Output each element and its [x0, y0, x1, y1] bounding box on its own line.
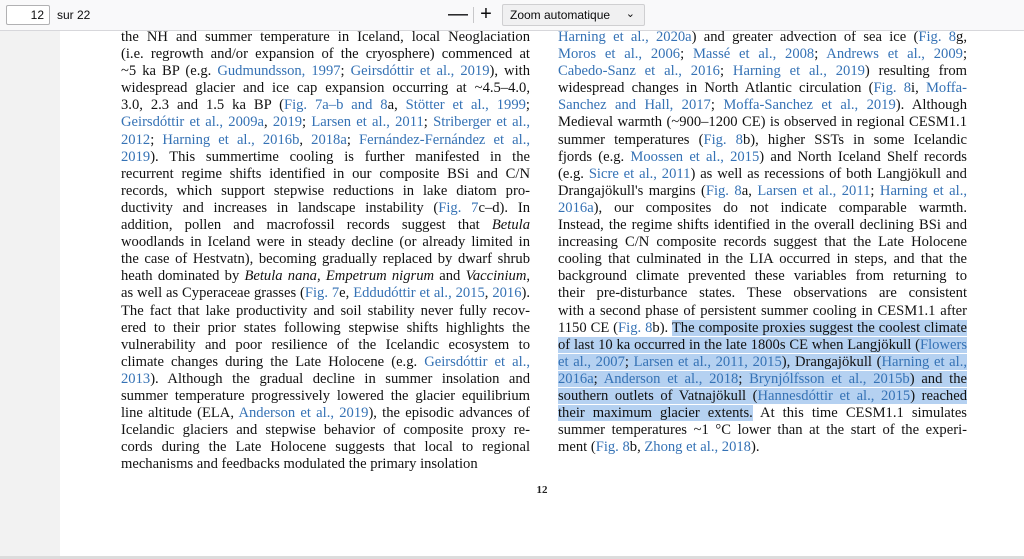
- body-text: ;: [710, 97, 724, 114]
- body-text: ).: [521, 285, 531, 302]
- body-text: ).: [750, 439, 760, 456]
- text-line: [121, 303, 530, 320]
- body-text: ;: [346, 131, 359, 148]
- citation-link[interactable]: Harning et al., 2020a: [558, 31, 692, 45]
- text-line: [121, 371, 530, 388]
- citation-link[interactable]: 2016a: [558, 199, 594, 216]
- citation-link[interactable]: Fig. 8: [703, 131, 743, 148]
- text-line: [121, 149, 530, 166]
- body-text: ,: [484, 285, 493, 302]
- citation-link[interactable]: Andrews et al., 2009: [826, 46, 963, 63]
- body-text: ) and North Iceland Shelf records: [759, 148, 967, 165]
- body-text: ered to their prior states following stepwise shifts highlights the: [121, 319, 530, 336]
- body-text: ). This summertime cooling is further manifested in the: [150, 148, 530, 165]
- citation-link[interactable]: Harning et al.,: [879, 182, 967, 199]
- text-line: [558, 200, 967, 217]
- highlighted-text: their maximum glacier extents.: [558, 405, 753, 422]
- text-line: [121, 63, 530, 80]
- body-text: ;: [340, 63, 351, 80]
- body-text: ). Although the gradual decline in summer insolation and: [150, 370, 530, 387]
- text-line: [558, 166, 967, 183]
- body-text: ;: [525, 97, 530, 114]
- body-text: cooling that culminated in the LIA occurred in steps, and that the: [558, 251, 967, 268]
- body-text: summer temperatures ~1 °C lower than at the start of the experi-: [558, 422, 967, 439]
- body-text: 3.0, 2.3 and 1.5 ka BP (: [121, 97, 284, 114]
- body-text: a,: [387, 97, 406, 114]
- body-text: ;: [302, 114, 312, 131]
- citation-link[interactable]: Moossen et al., 2015: [630, 148, 760, 165]
- body-text: ~5 ka BP (e.g.: [121, 63, 218, 80]
- citation-link[interactable]: Geirsdóttir et al.,: [424, 353, 530, 370]
- citation-link[interactable]: Moros et al., 2006: [558, 46, 681, 63]
- page-count-label: sur 22: [57, 8, 91, 22]
- body-text: ;: [962, 46, 967, 63]
- citation-link[interactable]: Fernández-Fernández et al.,: [358, 131, 530, 148]
- body-text: Medieval warmth (~900–1200 CE) is observed in regional CESM1.1: [558, 114, 967, 131]
- body-text: ;: [719, 63, 733, 80]
- body-text: The fact that lake productivity and soil stability never fully recov-: [121, 302, 530, 319]
- body-text: b).: [652, 319, 672, 336]
- body-text: ). Although: [895, 97, 968, 114]
- citation-link[interactable]: 2016a: [558, 370, 594, 387]
- citation-link[interactable]: Harning et al., 2016b: [162, 131, 300, 148]
- body-text: ductivity and increases in landscape instability (: [121, 199, 439, 216]
- citation-link[interactable]: Harning et al.,: [881, 353, 967, 370]
- highlighted-text: ;: [624, 353, 634, 370]
- body-text: Betula: [491, 217, 530, 234]
- citation-link[interactable]: Sanchez and Hall, 2017: [558, 97, 711, 114]
- chevron-down-icon: ⌄: [625, 8, 635, 20]
- text-line: [121, 320, 530, 337]
- text-line: [121, 217, 530, 234]
- citation-link[interactable]: 2019: [272, 114, 303, 131]
- body-text: the NH and summer temperature in Iceland, local Neoglaciation: [121, 31, 530, 45]
- text-line: [558, 46, 967, 63]
- body-text: c–d). In: [478, 199, 530, 216]
- text-line: [121, 456, 530, 473]
- text-line: [558, 114, 967, 131]
- citation-link[interactable]: Anderson et al., 2018: [603, 370, 739, 387]
- body-text: as well as Cyperaceae grasses (: [121, 285, 305, 302]
- text-line: [121, 337, 530, 354]
- text-line: [558, 63, 967, 80]
- citation-link[interactable]: 2013: [121, 370, 151, 387]
- citation-link[interactable]: Massé et al., 2008: [692, 46, 815, 63]
- text-line: [558, 132, 967, 149]
- zoom-select-value: Zoom automatique: [510, 8, 611, 22]
- viewer-margin-left: [0, 31, 60, 559]
- citation-link[interactable]: Fig. 8: [873, 80, 912, 97]
- text-line: [121, 388, 530, 405]
- body-text: (i.e. regrowth and/or expansion of the cryosphere) commenced at: [121, 46, 530, 63]
- citation-link[interactable]: Fig. 7: [438, 199, 479, 216]
- citation-link[interactable]: 2016: [492, 285, 522, 302]
- highlighted-text: ) and the: [909, 370, 968, 387]
- body-text: recurrent regime shifts identified in our composite BSi and C/N: [121, 165, 530, 182]
- text-line: [121, 422, 530, 439]
- body-text: b), higher SSTs in some Icelandic: [742, 131, 967, 148]
- citation-link[interactable]: Sicre et al., 2011: [588, 165, 691, 182]
- zoom-separator: [473, 7, 474, 23]
- text-line: [121, 200, 530, 217]
- text-line: [121, 354, 530, 371]
- highlighted-text: ) reached: [910, 387, 967, 404]
- highlighted-text: ;: [738, 370, 750, 387]
- body-text: their pre-disturbance states. These observations are consistent: [558, 285, 967, 302]
- text-line: [121, 405, 530, 422]
- body-text: with a second phase of persistent summer cooling in CESM1.1 after: [558, 302, 967, 319]
- citation-link[interactable]: Larsen et al., 2011: [757, 182, 871, 199]
- text-line: [558, 80, 967, 97]
- text-line: [121, 46, 530, 63]
- body-text: fjords (e.g.: [558, 148, 631, 165]
- body-text: cords during the Late Holocene suggests that local to regional: [121, 439, 530, 456]
- body-text: records, which support stepwise reductions in lake diatom pro-: [121, 182, 530, 199]
- text-line: [121, 80, 530, 97]
- body-text: addition, pollen and macrofossil records suggest that: [121, 217, 492, 234]
- text-line: [558, 285, 967, 302]
- text-line: [121, 114, 530, 131]
- body-text: ;: [814, 46, 827, 63]
- citation-link[interactable]: Fig. 8: [705, 182, 742, 199]
- body-text: mechanisms and feedbacks modulated the primary insolation: [121, 456, 478, 473]
- text-line: [558, 303, 967, 320]
- body-text: i,: [911, 80, 926, 97]
- text-line: [558, 31, 967, 46]
- highlighted-text: The composite proxies suggest the coolest climate: [671, 319, 968, 336]
- text-line: [121, 251, 530, 268]
- body-text: Icelandic glaciers and stepwise behavior of composite proxy re-: [121, 422, 530, 439]
- body-text: Betula nana: [244, 268, 317, 285]
- body-text: Empetrum nigrum: [325, 268, 435, 285]
- left-text-column: [121, 31, 530, 473]
- citation-link[interactable]: Fig. 8: [595, 439, 630, 456]
- text-line: [558, 320, 967, 337]
- zoom-in-button[interactable]: +: [480, 3, 492, 25]
- text-line: [558, 439, 967, 456]
- body-text: Drangajökull's margins (: [558, 182, 706, 199]
- body-text: ,: [263, 114, 273, 131]
- page-number-input[interactable]: [6, 5, 50, 25]
- body-text: and: [434, 268, 466, 285]
- body-text: ,: [299, 131, 312, 148]
- body-text: e,: [339, 285, 354, 302]
- text-line: [121, 166, 530, 183]
- highlighted-text: southern outlets of Vatnajökull (: [558, 387, 758, 404]
- citation-link[interactable]: Brynjólfsson et al., 2015b: [749, 370, 910, 387]
- text-line: [558, 388, 967, 405]
- text-line: [558, 97, 967, 114]
- body-text: summer temperatures (: [558, 131, 704, 148]
- citation-link[interactable]: Hannesdóttir et al., 2015: [757, 387, 911, 404]
- citation-link[interactable]: Fig. 7a–b and 8: [283, 97, 388, 114]
- zoom-out-button[interactable]: —: [448, 3, 468, 25]
- body-text: heath dominated by: [121, 268, 245, 285]
- text-line: [558, 354, 967, 371]
- citation-link[interactable]: Gudmundsson, 1997: [217, 63, 341, 80]
- highlighted-text: of last 10 ka occurred in the late 1800s CE when Langjökull (: [558, 336, 920, 353]
- citation-link[interactable]: 2018a: [311, 131, 347, 148]
- pdf-toolbar: [0, 0, 1024, 31]
- citation-link[interactable]: Anderson et al., 2019: [238, 405, 369, 422]
- body-text: ;: [150, 131, 163, 148]
- text-line: [121, 31, 530, 46]
- citation-link[interactable]: Geirsdóttir et al., 2009a: [121, 114, 264, 131]
- body-text: g,: [956, 31, 967, 45]
- body-text: widespread changes in North Atlantic circulation (: [558, 80, 874, 97]
- citation-link[interactable]: Cabedo-Sanz et al., 2016: [558, 63, 720, 80]
- text-line: [558, 268, 967, 285]
- text-line: [558, 251, 967, 268]
- text-line: [558, 405, 967, 422]
- body-text: widespread glacier and ice cap expansion occurring at ~4.5–4.0,: [121, 80, 530, 97]
- citation-link[interactable]: et al., 2007: [558, 353, 625, 370]
- body-text: woodlands in Iceland were in steady decline (or already limited in: [121, 234, 530, 251]
- body-text: Vaccinium: [465, 268, 527, 285]
- body-text: Instead, the regime shifts identified in the overall declining BSi and: [558, 217, 967, 234]
- pdf-page: [60, 31, 1024, 556]
- body-text: line altitude (ELA,: [121, 405, 239, 422]
- text-line: [121, 97, 530, 114]
- zoom-select[interactable]: [502, 4, 645, 26]
- text-line: [558, 234, 967, 251]
- body-text: ) as well as recessions of both Langjökull and: [690, 165, 967, 182]
- body-text: a,: [741, 182, 758, 199]
- citation-link[interactable]: Moffa-: [925, 80, 968, 97]
- body-text: ,: [526, 268, 531, 285]
- text-line: [558, 149, 967, 166]
- body-text: background climate prevented these variables from returning to: [558, 268, 967, 285]
- citation-link[interactable]: Moffa-Sanchez et al., 2019: [723, 97, 896, 114]
- citation-link[interactable]: Fig. 8: [918, 31, 957, 45]
- right-column-paragraph: [558, 31, 967, 456]
- citation-link[interactable]: Fig. 7: [304, 285, 340, 302]
- text-line: [558, 422, 967, 439]
- citation-link[interactable]: 2019: [121, 148, 151, 165]
- right-text-column: [558, 31, 967, 456]
- citation-link[interactable]: Flowers: [919, 336, 967, 353]
- body-text: climate changes during the Late Holocene (e.g.: [121, 353, 425, 370]
- page-number-footer: 12: [536, 484, 548, 496]
- citation-link[interactable]: Fig. 8: [618, 319, 653, 336]
- body-text: ) and greater advection of sea ice (: [691, 31, 919, 45]
- text-line: [558, 217, 967, 234]
- text-line: [558, 337, 967, 354]
- text-line: [121, 268, 530, 285]
- citation-link[interactable]: Stötter et al., 1999: [405, 97, 526, 114]
- citation-link[interactable]: Zhong et al., 2018: [644, 439, 751, 456]
- body-text: At this time CESM1.1 simulates: [752, 405, 967, 422]
- body-text: ) resulting from: [864, 63, 967, 80]
- citation-link[interactable]: Eddudóttir et al., 2015: [353, 285, 485, 302]
- body-text: b,: [629, 439, 645, 456]
- body-text: 1150 CE (: [558, 319, 619, 336]
- body-text: ;: [423, 114, 434, 131]
- citation-link[interactable]: Larsen et al., 2011, 2015: [633, 353, 782, 370]
- citation-link[interactable]: Striberger et al.,: [433, 114, 531, 131]
- body-text: summer temperature progressively lowered the glacier equilibrium: [121, 387, 530, 404]
- text-line: [558, 183, 967, 200]
- left-column-paragraph: [121, 31, 530, 473]
- body-text: ), with: [489, 63, 531, 80]
- highlighted-text: ;: [593, 370, 604, 387]
- body-text: increasing C/N composite records suggest that the Late Holocene: [558, 234, 967, 251]
- text-line: [121, 234, 530, 251]
- highlighted-text: ), Drangajökull (: [781, 353, 882, 370]
- citation-link[interactable]: Geirsdóttir et al., 2019: [350, 63, 490, 80]
- body-text: ;: [870, 182, 880, 199]
- text-line: [121, 285, 530, 302]
- body-text: the case of Hestvatn), becoming gradually replaced by dwarf shrub: [121, 251, 530, 268]
- citation-link[interactable]: Larsen et al., 2011: [311, 114, 424, 131]
- body-text: ;: [680, 46, 693, 63]
- body-text: ), our composites do not indicate comparable warmth.: [593, 199, 967, 216]
- body-text: (e.g.: [558, 165, 589, 182]
- text-line: [121, 439, 530, 456]
- citation-link[interactable]: 2012: [121, 131, 151, 148]
- body-text: ,: [316, 268, 326, 285]
- citation-link[interactable]: Harning et al., 2019: [732, 63, 865, 80]
- text-line: [121, 183, 530, 200]
- text-line: [558, 371, 967, 388]
- body-text: vulnerability and poor resilience of the Icelandic ecosystem to: [121, 336, 530, 353]
- text-line: [121, 132, 530, 149]
- body-text: ), the episodic advances of: [368, 405, 530, 422]
- body-text: ment (: [558, 439, 596, 456]
